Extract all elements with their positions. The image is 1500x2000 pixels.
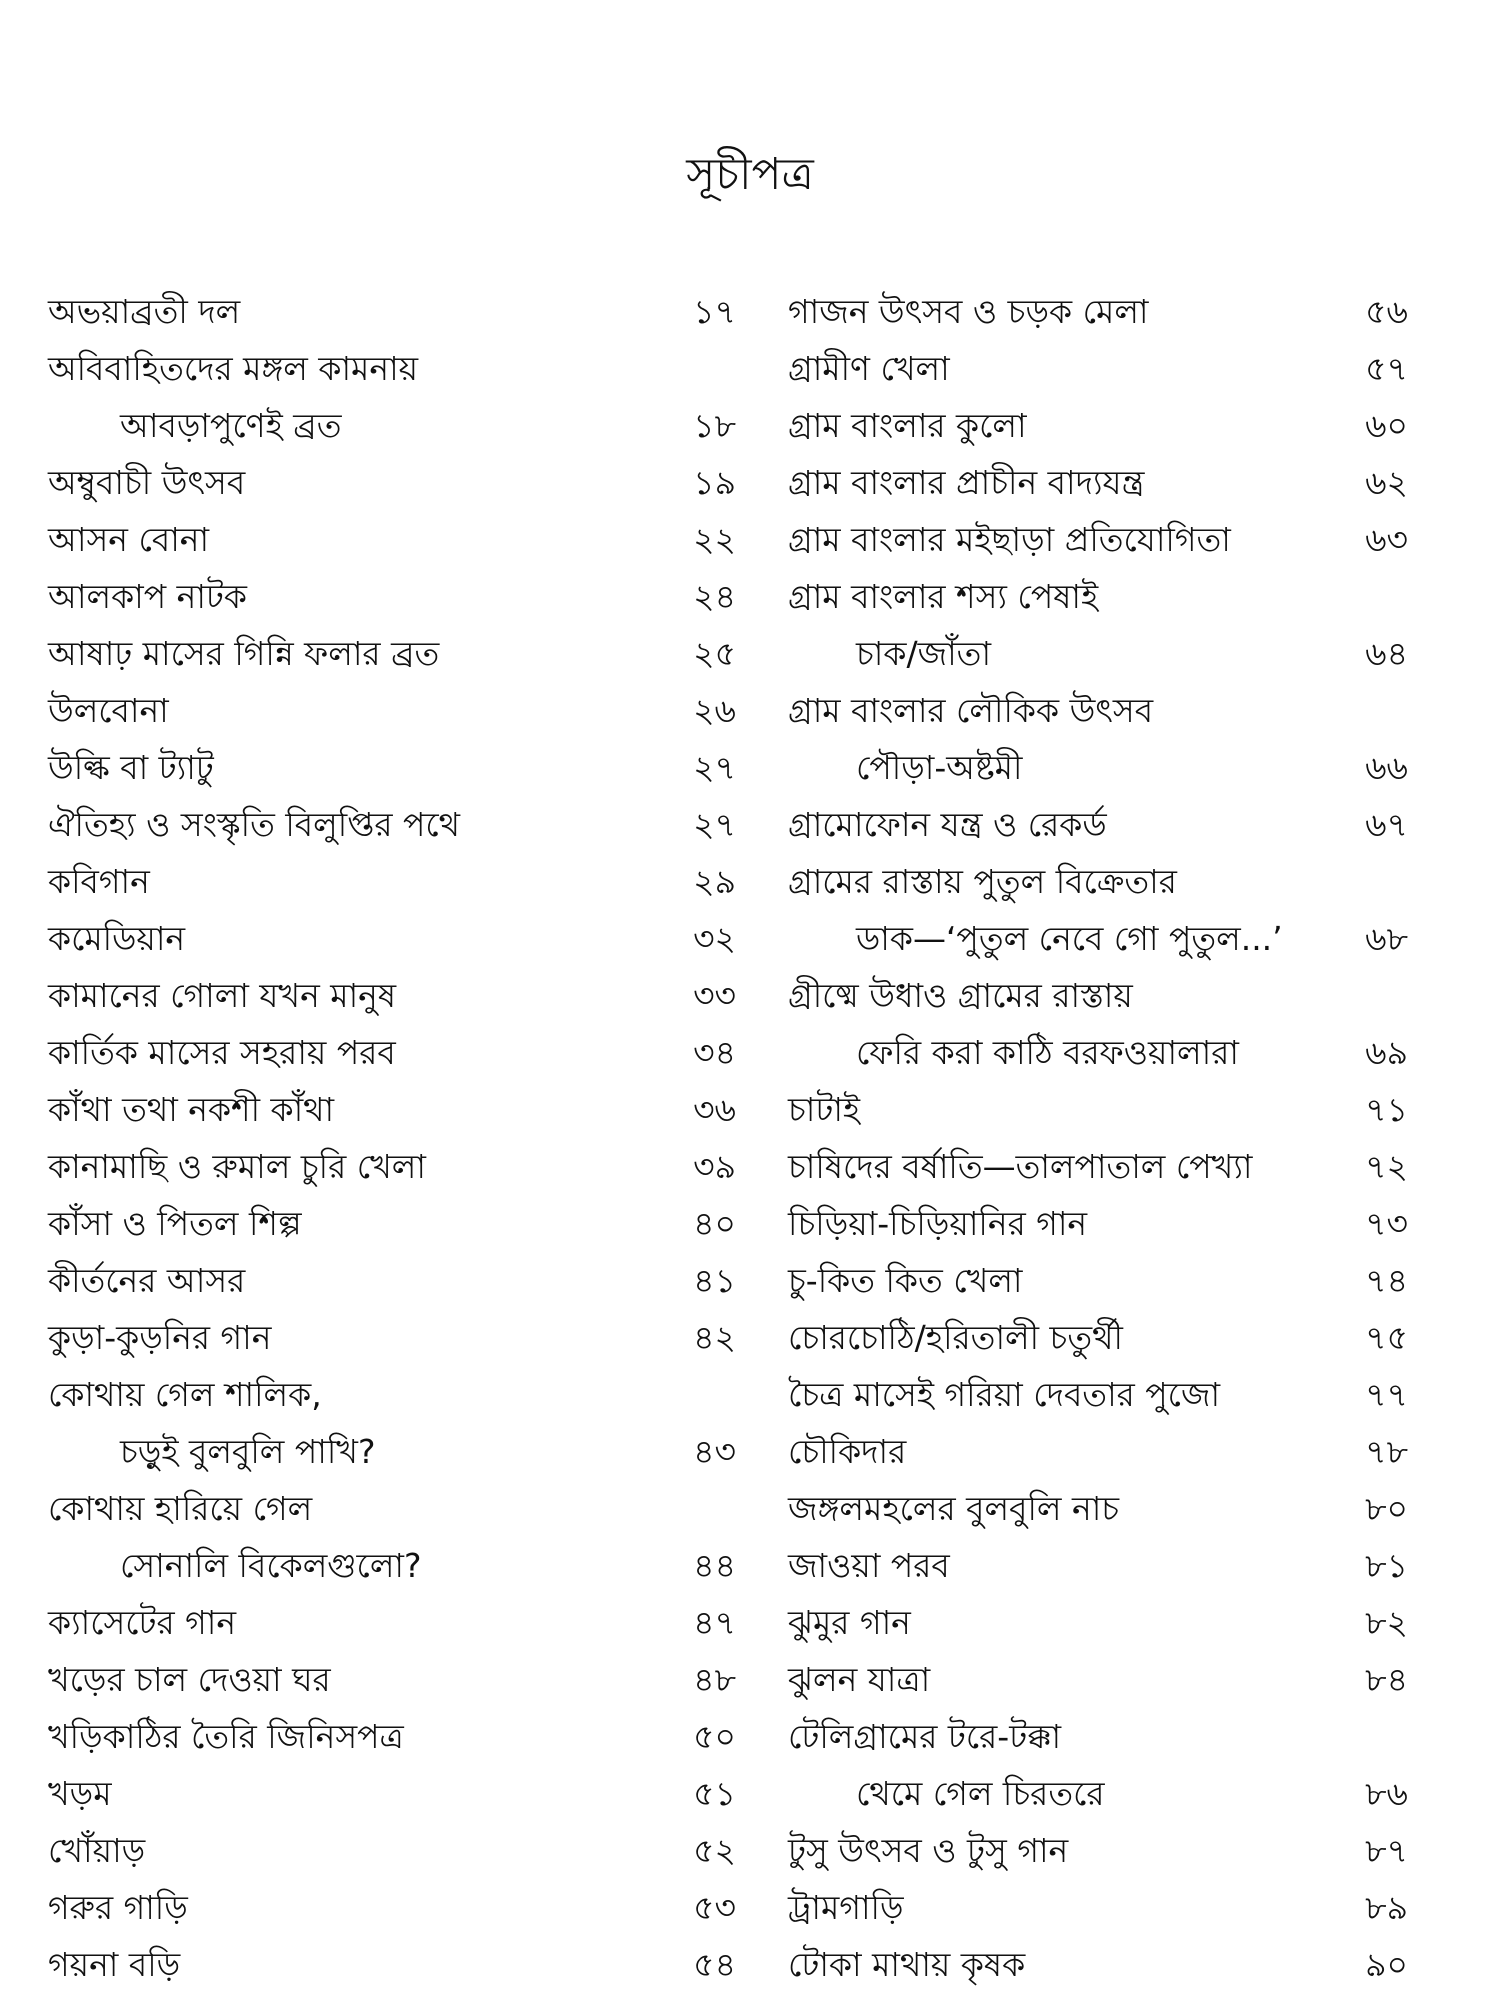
toc-entry-title: চৌকিদার xyxy=(788,1432,907,1471)
toc-entry xyxy=(788,1423,1408,1480)
toc-entry xyxy=(48,625,736,682)
toc-entry-title: ক্যাসেটের গান xyxy=(48,1603,237,1642)
toc-entry-title: ঝুলন যাত্রা xyxy=(788,1660,931,1699)
toc-entry xyxy=(48,1594,736,1651)
toc-entry-page: ৮৬ xyxy=(1365,1774,1408,1813)
toc-entry-page: ২৬ xyxy=(693,691,736,730)
toc-entry-title: কার্তিক মাসের সহরায় পরব xyxy=(48,1033,396,1072)
toc-entry-title: গ্রাম বাংলার প্রাচীন বাদ্যযন্ত্র xyxy=(788,463,1145,502)
toc-entry-title: আলকাপ নাটক xyxy=(48,577,247,616)
toc-column-right xyxy=(788,283,1408,1993)
toc-entry xyxy=(48,967,736,1024)
toc-entry xyxy=(48,910,736,967)
toc-entry-title: চাটাই xyxy=(788,1090,861,1129)
toc-entry xyxy=(788,682,1408,739)
toc-entry xyxy=(48,1651,736,1708)
toc-entry-title: গরুর গাড়ি xyxy=(48,1888,188,1927)
toc-entry-page: ৩৬ xyxy=(693,1090,736,1129)
toc-entry-page: ৭৩ xyxy=(1365,1204,1408,1243)
toc-entry-page: ১৯ xyxy=(693,463,736,502)
toc-entry-page: ৫৭ xyxy=(1365,349,1408,388)
toc-entry-title: অভয়াব্রতী দল xyxy=(48,292,241,331)
toc-entry xyxy=(48,568,736,625)
toc-entry xyxy=(788,1480,1408,1537)
toc-entry xyxy=(48,1936,736,1993)
toc-entry-title: খোঁয়াড় xyxy=(48,1831,146,1870)
toc-entry xyxy=(788,1195,1408,1252)
toc-entry-page: ৮৭ xyxy=(1365,1831,1408,1870)
toc-entry-title: কোথায় হারিয়ে গেল xyxy=(48,1489,313,1528)
toc-entry-title: ডাক—‘পুতুল নেবে গো পুতুল...’ xyxy=(856,919,1283,958)
toc-entry xyxy=(788,1879,1408,1936)
toc-entry-page: ৪২ xyxy=(693,1318,736,1357)
toc-entry-page: ৪৩ xyxy=(693,1432,736,1471)
toc-entry-page: ৭৮ xyxy=(1365,1432,1408,1471)
toc-entry-title: কাঁসা ও পিতল শিল্প xyxy=(48,1204,302,1243)
toc-entry-title: গয়না বড়ি xyxy=(48,1945,181,1984)
toc-entry-page: ২৯ xyxy=(693,862,736,901)
toc-entry-title: খড়ম xyxy=(48,1774,112,1813)
toc-entry-title: টেলিগ্রামের টরে-টক্কা xyxy=(788,1717,1062,1756)
toc-entry-title: চাষিদের বর্ষাতি—তালপাতাল পেখ্যা xyxy=(788,1147,1253,1186)
toc-entry-title: ট্রামগাড়ি xyxy=(788,1888,904,1927)
toc-entry-title: গ্রামোফোন যন্ত্র ও রেকর্ড xyxy=(788,805,1107,844)
toc-entry xyxy=(48,682,736,739)
toc-entry xyxy=(788,568,1408,625)
toc-entry xyxy=(48,511,736,568)
toc-entry xyxy=(48,1822,736,1879)
toc-entry xyxy=(788,1594,1408,1651)
toc-entry-title: গাজন উৎসব ও চড়ক মেলা xyxy=(788,292,1149,331)
toc-entry-page: ২৪ xyxy=(693,577,736,616)
toc-entry-title: অম্বুবাচী উৎসব xyxy=(48,463,246,502)
toc-entry xyxy=(48,1423,736,1480)
toc-entry xyxy=(788,739,1408,796)
toc-entry xyxy=(788,1936,1408,1993)
toc-entry-page: ৭৫ xyxy=(1365,1318,1408,1357)
toc-entry xyxy=(48,1708,736,1765)
toc-entry xyxy=(788,910,1408,967)
toc-entry-title: কামানের গোলা যখন মানুষ xyxy=(48,976,397,1015)
toc-entry xyxy=(48,853,736,910)
toc-entry-page: ৭৪ xyxy=(1365,1261,1408,1300)
toc-entry-title: আসন বোনা xyxy=(48,520,210,559)
toc-entry xyxy=(48,283,736,340)
toc-entry-page: ৬৬ xyxy=(1365,748,1408,787)
toc-entry-page: ৫০ xyxy=(693,1717,736,1756)
toc-entry-page: ৬৯ xyxy=(1365,1033,1408,1072)
toc-entry-title: চৈত্র মাসেই গরিয়া দেবতার পুজো xyxy=(788,1375,1221,1414)
toc-entry-page: ২২ xyxy=(693,520,736,559)
toc-entry-page: ৮৯ xyxy=(1365,1888,1408,1927)
toc-entry xyxy=(788,967,1408,1024)
toc-entry-title: চিড়িয়া-চিড়িয়ানির গান xyxy=(788,1204,1088,1243)
toc-entry-page: ৮২ xyxy=(1365,1603,1408,1642)
toc-entry xyxy=(48,1138,736,1195)
toc-entry xyxy=(48,1537,736,1594)
toc-column-left xyxy=(48,283,736,1993)
toc-entry-page: ৩৪ xyxy=(693,1033,736,1072)
toc-entry-title: টোকা মাথায় কৃষক xyxy=(788,1945,1026,1984)
toc-entry-title: খড়ের চাল দেওয়া ঘর xyxy=(48,1660,331,1699)
toc-entry xyxy=(788,511,1408,568)
toc-entry xyxy=(788,853,1408,910)
toc-entry xyxy=(48,1024,736,1081)
toc-entry-title: আবড়াপুণেই ব্রত xyxy=(120,406,342,445)
toc-entry-page: ৪১ xyxy=(693,1261,736,1300)
toc-entry xyxy=(48,1879,736,1936)
toc-entry xyxy=(48,1480,736,1537)
toc-entry-title: আষাঢ় মাসের গিন্নি ফলার ব্রত xyxy=(48,634,440,673)
toc-entry-page: ৩২ xyxy=(693,919,736,958)
toc-entry xyxy=(788,796,1408,853)
toc-entry-title: গ্রাম বাংলার শস্য পেষাই xyxy=(788,577,1099,616)
toc-entry xyxy=(788,1822,1408,1879)
toc-entry-page: ৬৪ xyxy=(1365,634,1408,673)
toc-entry-page: ৭২ xyxy=(1365,1147,1408,1186)
toc-entry-page: ৪৪ xyxy=(693,1546,736,1585)
toc-entry-title: চোরচোঠি/হরিতালী চতুর্থী xyxy=(788,1318,1123,1357)
toc-entry xyxy=(788,1309,1408,1366)
toc-entry-page: ২৫ xyxy=(693,634,736,673)
toc-entry-title: চু-কিত কিত খেলা xyxy=(788,1261,1023,1300)
toc-entry xyxy=(788,1765,1408,1822)
toc-entry-title: গ্রাম বাংলার কুলো xyxy=(788,406,1027,445)
toc-entry-page: ৩৩ xyxy=(693,976,736,1015)
toc-entry-title: খড়িকাঠির তৈরি জিনিসপত্র xyxy=(48,1717,404,1756)
toc-entry xyxy=(788,397,1408,454)
page-title: সূচীপত্র xyxy=(686,149,814,200)
toc-entry xyxy=(48,1195,736,1252)
toc-entry-page: ১৮ xyxy=(693,406,736,445)
toc-entry xyxy=(48,454,736,511)
toc-entry-page: ৪৮ xyxy=(693,1660,736,1699)
toc-entry-title: গ্রীষ্মে উধাও গ্রামের রাস্তায় xyxy=(788,976,1133,1015)
toc-entry-page: ৫৪ xyxy=(693,1945,736,1984)
toc-entry-page: ৫২ xyxy=(693,1831,736,1870)
toc-entry-page: ২৭ xyxy=(693,805,736,844)
toc-entry-page: ৬৩ xyxy=(1365,520,1408,559)
toc-entry xyxy=(788,1252,1408,1309)
toc-entry xyxy=(788,1708,1408,1765)
toc-entry-title: জাওয়া পরব xyxy=(788,1546,950,1585)
toc-entry-page: ৫৩ xyxy=(693,1888,736,1927)
toc-entry-title: গ্রামের রাস্তায় পুতুল বিক্রেতার xyxy=(788,862,1177,901)
toc-entry-title: কানামাছি ও রুমাল চুরি খেলা xyxy=(48,1147,426,1186)
toc-entry-page: ৩৯ xyxy=(693,1147,736,1186)
toc-entry-page: ৫৬ xyxy=(1365,292,1408,331)
toc-entry-title: চড়ুই বুলবুলি পাখি? xyxy=(120,1432,376,1471)
toc-entry-page: ৭১ xyxy=(1365,1090,1408,1129)
toc-entry-page: ৬৮ xyxy=(1365,919,1408,958)
toc-entry xyxy=(48,1081,736,1138)
toc-entry-title: কাঁথা তথা নকশী কাঁথা xyxy=(48,1090,335,1129)
toc-entry-title: টুসু উৎসব ও টুসু গান xyxy=(788,1831,1069,1870)
toc-entry xyxy=(48,340,736,397)
toc-entry-page: ৮১ xyxy=(1365,1546,1408,1585)
toc-entry-page: ৮০ xyxy=(1365,1489,1408,1528)
toc-entry-page: ৬০ xyxy=(1365,406,1408,445)
toc-entry-page: ৬২ xyxy=(1365,463,1408,502)
toc-entry-page: ১৭ xyxy=(693,292,736,331)
toc-entry xyxy=(48,1366,736,1423)
toc-entry-page: ৯০ xyxy=(1365,1945,1408,1984)
toc-entry-page: ৬৭ xyxy=(1365,805,1408,844)
toc-entry-title: জঙ্গলমহলের বুলবুলি নাচ xyxy=(788,1489,1120,1528)
toc-entry xyxy=(788,1081,1408,1138)
toc-entry xyxy=(788,283,1408,340)
toc-entry-title: পৌড়া-অষ্টমী xyxy=(856,748,1023,787)
toc-entry xyxy=(48,1765,736,1822)
toc-entry-title: উলবোনা xyxy=(48,691,169,730)
toc-entry-title: চাক/জাঁতা xyxy=(856,634,992,673)
toc-entry-title: কুড়া-কুড়নির গান xyxy=(48,1318,272,1357)
toc-entry-page: ৪০ xyxy=(693,1204,736,1243)
toc-entry-title: গ্রাম বাংলার লৌকিক উৎসব xyxy=(788,691,1154,730)
toc-entry-title: অবিবাহিতদের মঙ্গল কামনায় xyxy=(48,349,419,388)
toc-entry xyxy=(788,625,1408,682)
toc-entry-page: ৭৭ xyxy=(1365,1375,1408,1414)
toc-entry-title: ফেরি করা কাঠি বরফওয়ালারা xyxy=(856,1033,1239,1072)
toc-entry xyxy=(788,340,1408,397)
toc-entry xyxy=(788,1024,1408,1081)
toc-entry-title: গ্রামীণ খেলা xyxy=(788,349,950,388)
toc-entry-title: থেমে গেল চিরতরে xyxy=(856,1774,1105,1813)
toc-entry-title: কমেডিয়ান xyxy=(48,919,186,958)
toc-entry-title: সোনালি বিকেলগুলো? xyxy=(120,1546,422,1585)
toc-entry xyxy=(788,1138,1408,1195)
toc-entry xyxy=(788,454,1408,511)
toc-entry-title: কোথায় গেল শালিক, xyxy=(48,1375,322,1414)
toc-entry xyxy=(48,1252,736,1309)
toc-entry xyxy=(788,1651,1408,1708)
toc-entry xyxy=(48,1309,736,1366)
toc-entry-page: ৫১ xyxy=(693,1774,736,1813)
toc-entry-title: গ্রাম বাংলার মইছাড়া প্রতিযোগিতা xyxy=(788,520,1231,559)
toc-entry-title: কীর্তনের আসর xyxy=(48,1261,246,1300)
toc-entry-title: উল্কি বা ট্যাটু xyxy=(48,748,214,787)
toc-entry xyxy=(48,397,736,454)
toc-entry-title: ঐতিহ্য ও সংস্কৃতি বিলুপ্তির পথে xyxy=(48,805,460,844)
toc-entry xyxy=(788,1366,1408,1423)
toc-entry-title: কবিগান xyxy=(48,862,150,901)
toc-entry xyxy=(788,1537,1408,1594)
toc-entry-title: ঝুমুর গান xyxy=(788,1603,911,1642)
toc-entry-page: ৮৪ xyxy=(1365,1660,1408,1699)
toc-entry-page: ২৭ xyxy=(693,748,736,787)
toc-entry-page: ৪৭ xyxy=(693,1603,736,1642)
toc-entry xyxy=(48,739,736,796)
toc-entry xyxy=(48,796,736,853)
